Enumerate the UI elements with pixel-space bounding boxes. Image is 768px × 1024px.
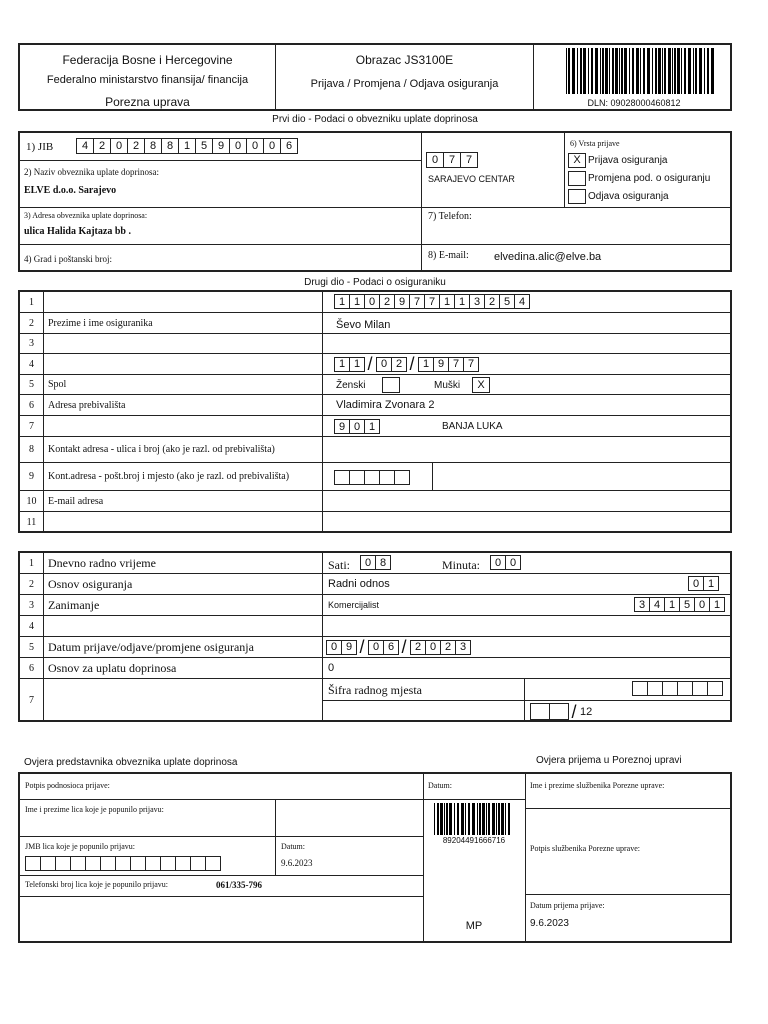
barcode-bar	[681, 48, 682, 94]
row-number: 5	[20, 637, 44, 657]
part3-section	[18, 551, 732, 722]
row-label: Kontakt adresa - ulica i broj (ako je razl. od prebivališta)	[48, 444, 275, 455]
barcode-bar	[664, 48, 666, 94]
date-separator: /	[409, 354, 415, 374]
jib-digit: 8	[161, 138, 179, 154]
jmb-digit[interactable]	[175, 856, 191, 871]
contact-postal-cells	[334, 470, 409, 485]
jib-digit: 0	[246, 138, 264, 154]
office-code-cells	[426, 152, 477, 168]
barcode-bar	[568, 48, 570, 94]
jmb-digit: 5	[499, 294, 515, 309]
office-digit: 0	[426, 152, 444, 168]
barcode-bar	[444, 803, 445, 835]
male-label: Muški	[434, 380, 461, 391]
jmb-digit[interactable]	[205, 856, 221, 871]
left-verification-title: Ovjera predstavnika obveznika uplate doprinosa	[24, 757, 238, 768]
zanimanje-code-cells	[634, 597, 724, 612]
option-label: Prijava osiguranja	[588, 154, 668, 166]
barcode-bar	[577, 48, 578, 94]
row-number: 1	[20, 292, 44, 312]
time-digit: 0	[360, 555, 376, 570]
dob-digit: 2	[391, 357, 407, 372]
female-label: Ženski	[336, 380, 366, 391]
row-number: 11	[20, 512, 44, 532]
jmb-digit: 2	[379, 294, 395, 309]
code-digit: 3	[634, 597, 650, 612]
barcode-bar	[619, 48, 620, 94]
jmb-digit: 1	[439, 294, 455, 309]
barcode-bar	[624, 48, 627, 94]
jib-digit: 1	[178, 138, 196, 154]
barcode-bar	[652, 48, 653, 94]
barcode-bar	[647, 48, 650, 94]
barcode-bar	[492, 803, 495, 835]
barcode-bar	[572, 48, 575, 94]
datum-prijema-label: Datum prijema prijave:	[530, 901, 605, 910]
vrsta-label: 6) Vrsta prijave	[570, 139, 620, 148]
postal-digit: 9	[334, 419, 350, 434]
office-digit: 7	[460, 152, 478, 168]
barcode-bar	[684, 48, 686, 94]
barcode-bar	[674, 48, 676, 94]
barcode-image	[434, 803, 512, 835]
jmb-digit[interactable]	[190, 856, 206, 871]
code-digit: 4	[649, 597, 665, 612]
adresa-label: 3) Adresa obveznika uplate doprinosa:	[24, 211, 148, 220]
row-number: 10	[20, 491, 44, 511]
naziv-value[interactable]: ELVE d.o.o. Sarajevo	[24, 185, 117, 196]
date-digit: 0	[368, 640, 384, 655]
vrsta-option-prijava[interactable]	[568, 151, 730, 169]
barcode-bar	[461, 803, 464, 835]
jmb-digit[interactable]	[115, 856, 131, 871]
row-label: Kont.adresa - pošt.broj i mjesto (ako je razl. od prebivališta)	[48, 471, 290, 482]
jmb-digit: 1	[334, 294, 350, 309]
postal-digit[interactable]	[364, 470, 380, 485]
sifra-label: Šifra radnog mjesta	[328, 683, 422, 697]
sifra-digit[interactable]	[707, 681, 723, 696]
potpis-sluzbenik-label: Potpis službenika Porezne uprave:	[530, 844, 640, 853]
barcode-bar	[446, 803, 448, 835]
p3-row-4	[20, 616, 730, 637]
sifra-digit[interactable]	[530, 703, 550, 720]
barcode-bar	[580, 48, 582, 94]
postal-digit[interactable]	[379, 470, 395, 485]
city-value[interactable]: BANJA LUKA	[442, 421, 503, 432]
barcode-bar	[668, 48, 671, 94]
dob-digit: 1	[334, 357, 350, 372]
checkbox[interactable]	[568, 171, 586, 186]
datum-prijema-value[interactable]: 9.6.2023	[530, 918, 569, 929]
address-value[interactable]: Vladimira Zvonara 2	[336, 399, 435, 411]
checkbox[interactable]	[568, 189, 586, 204]
form-header	[18, 43, 732, 111]
barcode-bar	[468, 803, 470, 835]
barcode-bar	[643, 48, 645, 94]
jmb-digit[interactable]	[70, 856, 86, 871]
barcode-bar	[707, 48, 709, 94]
form-code: Obrazac JS3100E	[355, 53, 454, 67]
datum-value[interactable]: 9.6.2023	[281, 858, 313, 868]
barcode-bar	[693, 48, 694, 94]
barcode-bar	[465, 803, 466, 835]
code-digit: 1	[664, 597, 680, 612]
jib-digit: 8	[144, 138, 162, 154]
email-label: 8) E-mail:	[428, 250, 469, 261]
jmb-digit: 9	[394, 294, 410, 309]
barcode-bar	[588, 48, 589, 94]
jmb-digit: 1	[349, 294, 365, 309]
barcode-bar	[621, 48, 623, 94]
sifra-digit[interactable]	[632, 681, 648, 696]
barcode-bar	[688, 48, 691, 94]
p2-row-8	[20, 437, 730, 463]
row-number: 1	[20, 553, 44, 573]
barcode-bar	[583, 48, 586, 94]
sati-cells	[360, 555, 390, 570]
date-separator: /	[359, 637, 365, 657]
barcode-bar	[508, 803, 510, 835]
row-label: Adresa prebivališta	[48, 399, 126, 411]
code-digit: 1	[703, 576, 719, 591]
barcode-bar	[505, 803, 506, 835]
vrsta-option-promjena[interactable]	[568, 169, 730, 187]
barcode-bar	[602, 48, 604, 94]
row-label: Osnov osiguranja	[48, 576, 133, 591]
sati-label: Sati:	[328, 558, 351, 572]
barcode-bar	[479, 803, 481, 835]
p3-row-6	[20, 658, 730, 679]
org-line1: Federacija Bosne i Hercegovine	[62, 53, 233, 67]
dob-digit: 1	[349, 357, 365, 372]
option-label: Promjena pod. o osiguranju	[588, 172, 711, 184]
date-digit: 0	[326, 640, 342, 655]
sifra-cells	[632, 681, 722, 696]
part1-section	[18, 131, 732, 272]
female-checkbox[interactable]	[382, 377, 400, 393]
barcode-bar	[482, 803, 485, 835]
jib-digit: 2	[93, 138, 111, 154]
sifra-suffix-cells	[530, 703, 592, 720]
barcode-bar	[629, 48, 630, 94]
jmb-label: JMB lica koje je popunilo prijavu:	[25, 842, 135, 851]
mp-stamp-label: MP	[465, 920, 483, 932]
barcode-bar	[640, 48, 641, 94]
row-number: 8	[20, 437, 44, 462]
telefon-value[interactable]: 061/335-796	[216, 880, 262, 890]
dob-digit: 9	[433, 357, 449, 372]
org-line3: Porezna uprava	[105, 95, 190, 109]
barcode-bar	[457, 803, 459, 835]
barcode-bar	[454, 803, 455, 835]
part1-title: Prvi dio - Podaci o obvezniku uplate doprinosa	[272, 114, 478, 125]
code-digit: 1	[709, 597, 725, 612]
potpis-label: Potpis podnosioca prijave:	[25, 781, 110, 790]
postal-digit: 0	[349, 419, 365, 434]
jmb-digit[interactable]	[100, 856, 116, 871]
dob-cells	[334, 356, 478, 372]
sifra-digit[interactable]	[692, 681, 708, 696]
osnov-code-cells	[688, 576, 718, 591]
date-digit: 2	[440, 640, 456, 655]
jmb-digit: 4	[514, 294, 530, 309]
row-label: Zanimanje	[48, 597, 100, 612]
row-label: Osnov za uplatu doprinosa	[48, 660, 177, 675]
row-number: 4	[20, 354, 44, 374]
barcode-bar	[477, 803, 478, 835]
jmb-digit: 3	[469, 294, 485, 309]
jib-digit: 4	[76, 138, 94, 154]
row-number: 7	[20, 416, 44, 436]
verification-section	[18, 772, 732, 943]
postal-cells	[334, 419, 379, 434]
jmb-digit[interactable]	[130, 856, 146, 871]
office-name: SARAJEVO CENTAR	[428, 174, 515, 184]
barcode-bar	[498, 803, 500, 835]
row-label: Spol	[48, 379, 67, 390]
jib-cells	[76, 138, 297, 154]
postal-digit[interactable]	[349, 470, 365, 485]
barcode-bar	[615, 48, 618, 94]
p2-row-5	[20, 375, 730, 395]
barcode-bar	[488, 803, 490, 835]
jmb-digit: 0	[364, 294, 380, 309]
date-separator: /	[401, 637, 407, 657]
barcode-bar	[658, 48, 661, 94]
telefon-label: Telefonski broj lica koje je popunilo prijavu:	[25, 880, 168, 889]
barcode-bar	[437, 803, 439, 835]
jib-digit: 0	[263, 138, 281, 154]
datum-label: Datum:	[281, 842, 305, 851]
jib-digit: 2	[127, 138, 145, 154]
time-digit: 8	[375, 555, 391, 570]
org-line2: Federalno ministarstvo finansija/ financija	[46, 74, 249, 86]
barcode-bar	[591, 48, 593, 94]
male-checkbox[interactable]: X	[472, 377, 490, 393]
barcode-bar	[609, 48, 610, 94]
checkbox[interactable]: X	[568, 153, 586, 168]
sifra-digit[interactable]	[662, 681, 678, 696]
date-digit: 3	[455, 640, 471, 655]
barcode-bar	[612, 48, 614, 94]
code-digit: 0	[688, 576, 704, 591]
code-digit: 0	[694, 597, 710, 612]
barcode-bar	[711, 48, 714, 94]
barcode-bar	[501, 803, 504, 835]
jmb-digit: 7	[409, 294, 425, 309]
barcode-bar	[486, 803, 487, 835]
row-number: 5	[20, 375, 44, 394]
p2-row-10	[20, 491, 730, 512]
minuta-cells	[490, 555, 520, 570]
insured-name[interactable]: Ševo Milan	[336, 319, 391, 331]
ime-label: Ime i prezime lica koje je popunilo prijavu:	[25, 805, 164, 814]
row-number: 2	[20, 313, 44, 333]
row-label: E-mail adresa	[48, 495, 104, 507]
jib-digit: 9	[212, 138, 230, 154]
grad-label: 4) Grad i poštanski broj:	[24, 254, 112, 264]
adresa-value[interactable]: ulica Halida Kajtaza bb .	[24, 226, 131, 237]
row-number: 3	[20, 334, 44, 353]
date-digit: 9	[341, 640, 357, 655]
jmb-digit: 7	[424, 294, 440, 309]
barcode-bar	[605, 48, 608, 94]
office-digit: 7	[443, 152, 461, 168]
row-number: 6	[20, 658, 44, 678]
row-label: Prezime i ime osiguranika	[48, 317, 153, 329]
jmb-digit: 2	[484, 294, 500, 309]
barcode-bar	[636, 48, 639, 94]
jmb-digit[interactable]	[40, 856, 56, 871]
barcode-bar	[440, 803, 443, 835]
sifra-digit[interactable]	[677, 681, 693, 696]
barcode-number: 89204491666716	[442, 836, 506, 845]
jib-digit: 0	[229, 138, 247, 154]
row-number: 4	[20, 616, 44, 636]
date-separator: /	[367, 354, 373, 374]
code-digit: 5	[679, 597, 695, 612]
date-digit: 6	[383, 640, 399, 655]
barcode-bar	[472, 803, 475, 835]
row-number: 2	[20, 574, 44, 594]
jib-digit: 6	[280, 138, 298, 154]
jib-digit: 0	[110, 138, 128, 154]
naziv-label: 2) Naziv obveznika uplate doprinosa:	[24, 167, 159, 177]
barcode-bar	[662, 48, 663, 94]
zanimanje-value[interactable]: Komercijalist	[328, 600, 380, 610]
p2-row-3	[20, 334, 730, 354]
row-label: Datum prijave/odjave/promjene osiguranja	[48, 639, 254, 654]
vrsta-option-odjava[interactable]	[568, 187, 730, 205]
dob-digit: 7	[448, 357, 464, 372]
date-digit: 0	[425, 640, 441, 655]
barcode-bar	[704, 48, 705, 94]
jmb-digit[interactable]	[55, 856, 71, 871]
sifra-suffix: 12	[580, 705, 593, 718]
jmb-cells	[334, 294, 529, 309]
row-number: 9	[20, 463, 44, 490]
barcode-bar	[600, 48, 601, 94]
jib-digit: 5	[195, 138, 213, 154]
minuta-label: Minuta:	[442, 558, 480, 572]
separator: /	[571, 701, 577, 722]
datum-cells	[326, 639, 470, 655]
barcode-bar	[677, 48, 680, 94]
barcode-bar	[632, 48, 634, 94]
jmb-digit[interactable]	[145, 856, 161, 871]
date-digit: 2	[410, 640, 426, 655]
time-digit: 0	[505, 555, 521, 570]
barcode-bar	[449, 803, 452, 835]
sifra-digit[interactable]	[647, 681, 663, 696]
barcode-bar	[672, 48, 673, 94]
barcode-bar	[699, 48, 702, 94]
barcode-bar	[434, 803, 435, 835]
sluzbenik-label: Ime i prezime službenika Porezne uprave:	[530, 781, 665, 790]
postal-digit: 1	[364, 419, 380, 434]
jmb-person-cells	[25, 856, 220, 871]
barcode-bar	[496, 803, 497, 835]
part2-title: Drugi dio - Podaci o osiguraniku	[304, 277, 446, 288]
barcode-bar	[655, 48, 657, 94]
barcode-bar	[695, 48, 697, 94]
dob-digit: 1	[418, 357, 434, 372]
telefon-label: 7) Telefon:	[428, 211, 472, 222]
option-label: Odjava osiguranja	[588, 190, 669, 202]
part2-section	[18, 290, 732, 533]
postal-digit[interactable]	[394, 470, 410, 485]
dob-digit: 0	[376, 357, 392, 372]
form-subtitle: Prijava / Promjena / Odjava osiguranja	[310, 78, 499, 90]
dob-digit: 7	[463, 357, 479, 372]
row-number: 7	[20, 679, 44, 721]
postal-digit[interactable]	[334, 470, 350, 485]
email-value[interactable]: elvedina.alic@elve.ba	[494, 251, 602, 263]
barcode-bar	[566, 48, 567, 94]
jmb-digit[interactable]	[85, 856, 101, 871]
osnov-value[interactable]: Radni odnos	[328, 578, 390, 590]
jmb-digit: 1	[454, 294, 470, 309]
datum2-label: Datum:	[428, 781, 452, 790]
sifra-digit[interactable]	[549, 703, 569, 720]
row-number: 3	[20, 595, 44, 615]
osnov-uplata-value[interactable]: 0	[328, 662, 335, 674]
barcode-image	[566, 48, 716, 94]
dln-number: DLN: 09028000460812	[587, 98, 681, 108]
row-number: 6	[20, 395, 44, 415]
jib-label: 1) JIB	[26, 141, 54, 153]
p2-row-11	[20, 512, 730, 533]
jmb-digit[interactable]	[25, 856, 41, 871]
time-digit: 0	[490, 555, 506, 570]
row-label: Dnevno radno vrijeme	[48, 555, 156, 570]
jmb-digit[interactable]	[160, 856, 176, 871]
right-verification-title: Ovjera prijema u Poreznoj upravi	[536, 755, 682, 766]
barcode-bar	[595, 48, 598, 94]
